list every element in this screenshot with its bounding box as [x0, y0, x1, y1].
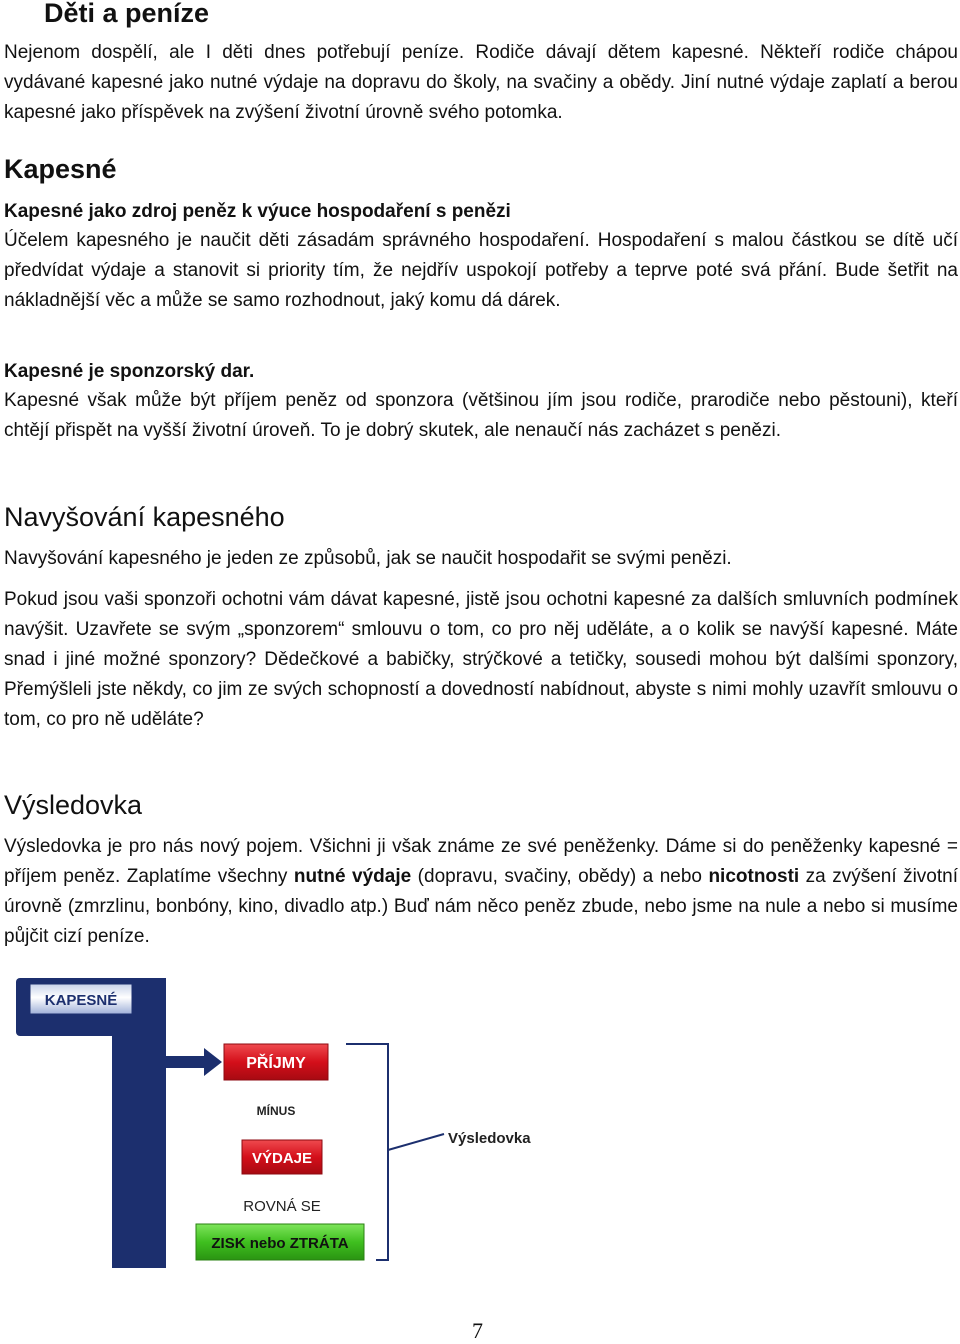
diagram-frame	[112, 978, 166, 1268]
label-prijmy: PŘÍJMY	[246, 1055, 306, 1072]
heading-navysovani: Navyšování kapesného	[4, 502, 285, 532]
box-kapesne	[30, 984, 132, 1014]
label-rovna-se: ROVNÁ SE	[243, 1198, 321, 1215]
text-run: Výsledovka je pro nás nový pojem. Všichni ji však známe ze své peněženky. Dáme si do peněženky kapesné = příjem peněz. Zaplatíme všechny	[4, 836, 958, 887]
paragraph-vysledovka	[4, 832, 958, 952]
paragraph-navysovani-intro: Navyšování kapesného je jeden ze způsobů, jak se naučit hospodařit se svými penězi.	[4, 548, 732, 569]
subheading-zdroj: Kapesné jako zdroj peněz k výuce hospodaření s penězi	[4, 201, 511, 222]
box-vydaje	[242, 1140, 322, 1174]
bold-nutne-vydaje: nutné výdaje	[293, 866, 412, 887]
paragraph-ucel: Účelem kapesného je naučit děti zásadám správného hospodaření. Hospodaření s malou částkou se dítě učí předvídat výdaje a stanovit si priority tím, že nejdřív uspokojí potřeby a teprve poté svá přání. Bude šetřit na nákladnější věc a může se samo rozhodnout, jaký komu dá dárek.	[4, 230, 958, 311]
text-run: za zvýšení životní úrovně (zmrzlinu, bonbóny, kino, divadlo atp.) Buď nám něco peněz zbude, nebo jsme na nule a nebo si musíme půjčit cizí peníze.	[4, 866, 959, 947]
vysledovka-diagram	[0, 960, 960, 1280]
box-zisk-ztrata	[196, 1224, 364, 1260]
label-vydaje: VÝDAJE	[251, 1150, 313, 1167]
text-run: (dopravu, svačiny, obědy) a nebo	[411, 866, 709, 887]
heading-kapesne: Kapesné	[4, 154, 117, 184]
subheading-sponzorsky-dar: Kapesné je sponzorský dar.	[4, 361, 255, 382]
paragraph-sponzor: Kapesné však může být příjem peněz od sponzora (většinou jím jsou rodiče, prarodiče nebo pěstouni), kteří chtějí přispět na vyšší životní úroveň. To je dobrý skutek, ale nenaučí nás zacházet s penězi.	[4, 390, 958, 441]
label-kapesne: KAPESNÉ	[44, 992, 118, 1009]
arrow-to-prijmy	[166, 1048, 222, 1076]
paragraph-navysovani-detail: Pokud jsou vaši sponzoři ochotni vám dávat kapesné, jistě jsou ochotni kapesné za dalších smluvních podmínek navýšit. Uzavřete se svým „sponzorem“ smlouvu o tom, co pro něj uděláte, a o kolik se navýší kapesné. Máte snad i jiné možné sponzory? Dědečkové a babičky, strýčkové a tetičky, sousedi mohou být dalšími sponzory, Přemýšleli jste někdy, co jim ze svých schopností a dovedností nabídnout, abyste s nimi mohly uzavřít smlouvu o tom, co pro ně uděláte?	[4, 589, 958, 730]
heading-vysledovka: Výsledovka	[4, 790, 143, 820]
label-vysledovka: Výsledovka	[448, 1130, 531, 1147]
box-prijmy	[224, 1044, 328, 1080]
label-zisk-ztrata: ZISK nebo ZTRÁTA	[211, 1235, 349, 1252]
page-title: Děti a peníze	[44, 0, 210, 28]
page-number: 7	[472, 1318, 483, 1343]
label-minus: MÍNUS	[256, 1104, 296, 1118]
bold-nicotnosti: nicotnosti	[708, 866, 800, 887]
intro-paragraph: Nejenom dospělí, ale I děti dnes potřebují peníze. Rodiče dávají dětem kapesné. Někteří rodiče chápou vydávané kapesné jako nutné výdaje na dopravu do školy, na svačiny a obědy. Jiní nutné výdaje zaplatí a berou kapesné jako příspěvek na zvýšení životní úrovně svého potomka.	[4, 42, 958, 123]
bracket-pointer	[388, 1134, 444, 1150]
